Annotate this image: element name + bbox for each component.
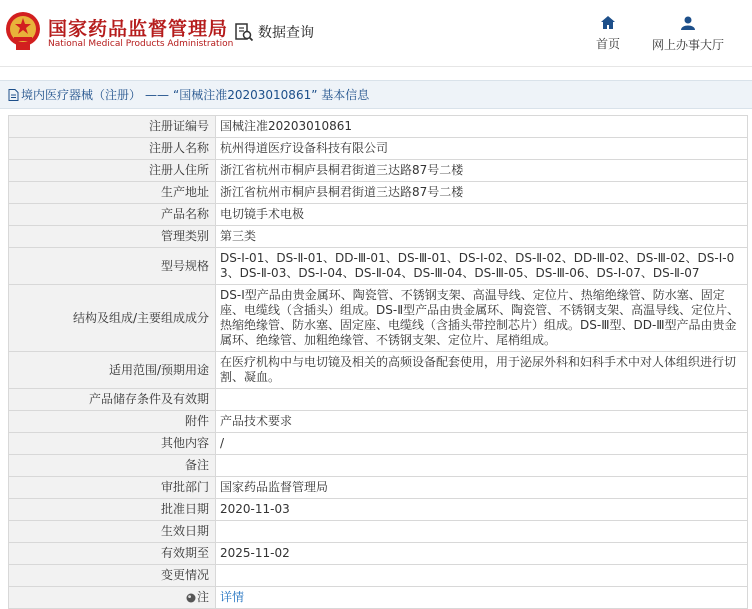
registration-info-table — [8, 115, 748, 609]
field-label: 型号规格 — [9, 248, 216, 285]
field-value: 第三类 — [216, 226, 748, 248]
field-value — [216, 389, 748, 411]
field-value — [216, 565, 748, 587]
field-label: 注册证编号 — [9, 116, 216, 138]
table-row — [9, 389, 748, 411]
data-query-link[interactable] — [234, 22, 314, 42]
field-label: 变更情况 — [9, 565, 216, 587]
field-label: 适用范围/预期用途 — [9, 352, 216, 389]
table-row — [9, 565, 748, 587]
field-value: 在医疗机构中与电切镜及相关的高频设备配套使用，用于泌尿外科和妇科手术中对人体组织进行切割、凝血。 — [216, 352, 748, 389]
home-icon — [601, 16, 615, 29]
table-row — [9, 204, 748, 226]
site-header — [0, 0, 752, 72]
field-label: 有效期至 — [9, 543, 216, 565]
nav-home-label: 首页 — [596, 37, 621, 51]
breadcrumb-current: “国械注准20203010861” 基本信息 — [173, 88, 370, 102]
field-label: 注册人名称 — [9, 138, 216, 160]
document-icon — [8, 89, 19, 101]
breadcrumb-category-link[interactable]: 境内医疗器械（注册） — [21, 88, 142, 102]
nav-online-hall[interactable] — [652, 16, 724, 53]
table-row — [9, 433, 748, 455]
field-value: 国家药品监督管理局 — [216, 477, 748, 499]
field-label: 产品名称 — [9, 204, 216, 226]
field-label — [9, 587, 216, 609]
field-value: 产品技术要求 — [216, 411, 748, 433]
national-emblem-icon — [4, 10, 42, 52]
breadcrumb-separator: —— — [145, 87, 170, 102]
field-label: 批准日期 — [9, 499, 216, 521]
table-row — [9, 587, 748, 609]
table-row — [9, 543, 748, 565]
field-label: 管理类别 — [9, 226, 216, 248]
user-icon — [681, 16, 695, 30]
nav-home[interactable] — [596, 16, 620, 52]
field-value: DS-Ⅰ-01、DS-Ⅱ-01、DD-Ⅲ-01、DS-Ⅲ-01、DS-Ⅰ-02、DS-Ⅱ-02、DD-Ⅲ-02、DS-Ⅲ-02、DS-Ⅰ-03、DS-Ⅱ-03、DS-Ⅰ-04、DS-Ⅱ-04、DS-Ⅲ-04、DS-Ⅲ-05、DS-Ⅲ-06、DS-Ⅰ-07、DS-Ⅱ-07 — [216, 248, 748, 285]
field-value — [216, 587, 748, 609]
field-label: 结构及组成/主要组成成分 — [9, 285, 216, 352]
brand-title: 国家药品监督管理局 — [48, 18, 229, 40]
data-query-label: 数据查询 — [258, 25, 314, 41]
field-label: 产品储存条件及有效期 — [9, 389, 216, 411]
field-value: 2025-11-02 — [216, 543, 748, 565]
header-divider — [0, 66, 752, 67]
field-label: 生产地址 — [9, 182, 216, 204]
field-label: 审批部门 — [9, 477, 216, 499]
table-row — [9, 226, 748, 248]
brand-subtitle: National Medical Products Administration — [48, 39, 234, 49]
table-row — [9, 411, 748, 433]
field-value — [216, 455, 748, 477]
field-value: 电切镜手术电极 — [216, 204, 748, 226]
table-row — [9, 455, 748, 477]
field-value: 浙江省杭州市桐庐县桐君街道三达路87号二楼 — [216, 182, 748, 204]
table-row — [9, 352, 748, 389]
field-value: 浙江省杭州市桐庐县桐君街道三达路87号二楼 — [216, 160, 748, 182]
field-label: 附件 — [9, 411, 216, 433]
field-value: 2020-11-03 — [216, 499, 748, 521]
table-row — [9, 160, 748, 182]
table-row — [9, 521, 748, 543]
field-label: 其他内容 — [9, 433, 216, 455]
table-row — [9, 182, 748, 204]
table-row — [9, 499, 748, 521]
pin-icon — [186, 593, 196, 603]
field-label: 生效日期 — [9, 521, 216, 543]
field-label: 注册人住所 — [9, 160, 216, 182]
breadcrumb — [0, 80, 752, 109]
field-value: / — [216, 433, 748, 455]
field-value: DS-Ⅰ型产品由贵金属环、陶瓷管、不锈钢支架、高温导线、定位片、热缩绝缘管、防水塞、固定座、电缆线（含插头）组成。DS-Ⅱ型产品由贵金属环、陶瓷管、不锈钢支架、高温导线、定位片、热缩绝缘管、防水塞、固定座、电缆线（含插头带控制芯片）组成。DS-Ⅲ型、DD-Ⅲ型产品由贵金属环、绝缘管、加粗绝缘管、不锈钢支架、定位片、尾梢组成。 — [216, 285, 748, 352]
field-value: 杭州得道医疗设备科技有限公司 — [216, 138, 748, 160]
field-value: 国械注准20203010861 — [216, 116, 748, 138]
note-label: 注 — [196, 590, 209, 604]
table-row — [9, 138, 748, 160]
nav-online-hall-label: 网上办事大厅 — [652, 38, 725, 52]
table-row — [9, 116, 748, 138]
field-label: 备注 — [9, 455, 216, 477]
detail-link[interactable]: 详情 — [220, 590, 245, 604]
data-query-icon — [234, 22, 254, 42]
table-row — [9, 248, 748, 285]
field-value — [216, 521, 748, 543]
table-row — [9, 285, 748, 352]
table-row — [9, 477, 748, 499]
